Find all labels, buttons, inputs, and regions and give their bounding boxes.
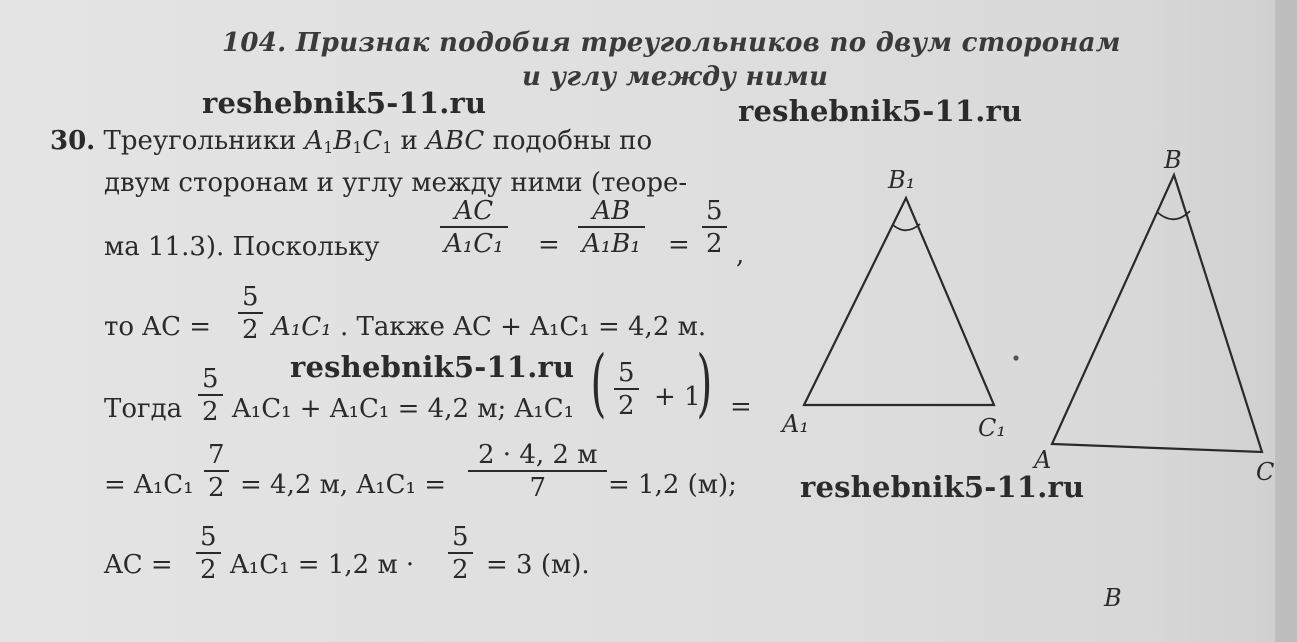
fraction-2x42-7: 2 · 4, 2 м 7 — [468, 440, 607, 504]
problem-line5-pre: Тогда — [104, 394, 183, 424]
vertex-label-b1: B₁ — [888, 166, 916, 194]
problem-line3-text: ма 11.3). Поскольку — [104, 232, 380, 262]
fraction-7-2: 7 2 — [204, 440, 229, 504]
equals-sign: = — [538, 230, 560, 260]
section-title-line2: и углу между ними — [522, 62, 829, 92]
problem-line7-mid: A₁C₁ = 1,2 м · — [230, 550, 415, 580]
vertex-label-a: A — [1034, 446, 1052, 474]
fraction-ab-a1b1: AB A₁B₁ — [578, 196, 645, 260]
vertex-label-c: C — [1256, 458, 1275, 486]
problem-line7-pre: AC = — [104, 550, 173, 580]
problem-number: 30. — [50, 126, 96, 156]
problem-line6-post: = 1,2 (м); — [608, 470, 737, 500]
vertex-label-b: B — [1164, 146, 1182, 174]
triangle-abc — [1052, 175, 1262, 452]
watermark: reshebnik5-11.ru — [738, 94, 1023, 128]
fraction-5-2: 5 2 — [448, 522, 473, 586]
watermark: reshebnik5-11.ru — [800, 470, 1085, 504]
problem-line7-post: = 3 (м). — [486, 550, 590, 580]
watermark: reshebnik5-11.ru — [290, 350, 575, 384]
corner-label-b: B — [1104, 584, 1122, 612]
fraction-5-2: 5 2 — [198, 364, 223, 428]
a1c1-term: A₁C₁ — [272, 312, 332, 342]
left-parenthesis: ( — [590, 340, 607, 426]
problem-line4-pre: то AC = — [104, 312, 212, 342]
vertex-label-c1: C₁ — [978, 414, 1006, 442]
problem-line2: двум сторонам и углу между ними (теоре- — [104, 168, 688, 198]
dot-mark — [1013, 355, 1018, 360]
problem-line6-pre: = A₁C₁ — [104, 470, 194, 500]
problem-line1: 30. Треугольники $A_1B_1C_1$ и ABC подобны по — [50, 126, 653, 157]
problem-line5-mid: A₁C₁ + A₁C₁ = 4,2 м; A₁C₁ — [232, 394, 575, 424]
problem-line6-mid: = 4,2 м, A₁C₁ = — [240, 470, 446, 500]
fraction-5-2: 5 2 — [614, 358, 639, 422]
fraction-ac-a1c1: AC A₁C₁ — [440, 196, 508, 260]
equals-sign: = — [668, 230, 690, 260]
comma: , — [736, 240, 745, 270]
watermark: reshebnik5-11.ru — [202, 86, 487, 120]
fraction-5-2: 5 2 — [196, 522, 221, 586]
plus-one: + 1 — [654, 382, 701, 412]
angle-arc-b1 — [893, 224, 920, 230]
vertex-label-a1: A₁ — [782, 410, 809, 438]
equals-sign: = — [730, 392, 752, 422]
problem-line4-post: . Также AC + A₁C₁ = 4,2 м. — [340, 312, 707, 342]
section-title-line1: 104. Признак подобия треугольников по двум сторонам — [222, 28, 1121, 58]
fraction-5-2: 5 2 — [238, 282, 263, 346]
right-parenthesis: ) — [696, 340, 713, 426]
fraction-5-2: 5 2 — [702, 196, 727, 260]
